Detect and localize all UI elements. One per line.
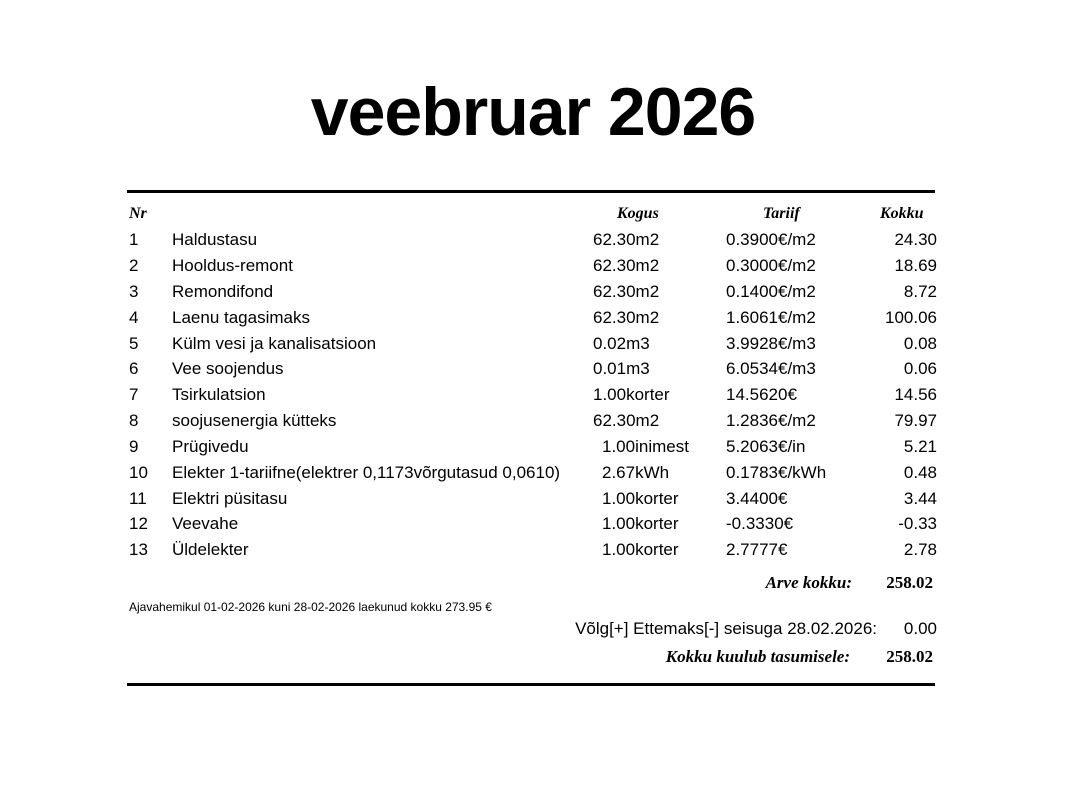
period-note: Ajavahemikul 01-02-2026 kuni 28-02-2026 laekunud kokku 273.95 € (129, 600, 492, 614)
row-name: Tsirkulatsion (172, 385, 266, 404)
row-name: soojusenergia kütteks (172, 411, 337, 430)
row-total: 79.97 (894, 411, 937, 430)
table-row (0, 334, 1066, 358)
row-qty: 1.00korter (602, 540, 679, 559)
row-total: 0.48 (903, 463, 937, 482)
row-nr: 2 (129, 256, 139, 275)
row-tariff: 3.4400€ (726, 489, 788, 508)
row-nr: 4 (129, 308, 139, 327)
row-total: 5.21 (903, 437, 937, 456)
table-row (0, 282, 1066, 306)
page-title: veebruar 2026 (310, 74, 756, 150)
row-tariff: 2.7777€ (726, 540, 788, 559)
row-name: Vee soojendus (172, 359, 284, 378)
table-row (0, 514, 1066, 538)
table-row (0, 489, 1066, 513)
row-name: Veevahe (172, 514, 239, 533)
row-qty: 62.30m2 (593, 256, 660, 275)
header-qty: Kogus (617, 205, 659, 222)
row-nr: 9 (129, 437, 139, 456)
payable-label: Kokku kuulub tasumisele: (665, 647, 850, 666)
row-name: Külm vesi ja kanalisatsioon (172, 334, 377, 353)
payable-value: 258.02 (886, 647, 933, 666)
row-nr: 7 (129, 385, 139, 404)
row-name: Elekter 1-tariifne(elektrer 0,1173võrgutasud 0,0610) (172, 463, 561, 482)
row-qty: 1.00korter (593, 385, 670, 404)
table-row (0, 308, 1066, 332)
bottom-divider (127, 683, 935, 686)
table-row (0, 411, 1066, 435)
row-total: 0.06 (903, 359, 937, 378)
table-row (0, 256, 1066, 280)
header-tariff: Tariif (763, 205, 800, 222)
table-row (0, 230, 1066, 254)
row-qty: 62.30m2 (593, 411, 660, 430)
table-row (0, 359, 1066, 383)
debt-label: Võlg[+] Ettemaks[-] seisuga 28.02.2026: (575, 619, 877, 638)
row-tariff: 6.0534€/m3 (726, 359, 816, 378)
debt-value: 0.00 (903, 619, 937, 638)
row-nr: 5 (129, 334, 139, 353)
invoice-total-label: Arve kokku: (765, 573, 852, 592)
table-row (0, 463, 1066, 487)
row-nr: 13 (129, 540, 148, 559)
row-total: 18.69 (894, 256, 937, 275)
row-tariff: 0.3900€/m2 (726, 230, 816, 249)
row-qty: 62.30m2 (593, 308, 660, 327)
row-nr: 10 (129, 463, 148, 482)
table-row (0, 385, 1066, 409)
row-nr: 12 (129, 514, 148, 533)
header-nr: Nr (129, 205, 147, 222)
row-qty: 62.30m2 (593, 282, 660, 301)
invoice-total-value: 258.02 (886, 573, 933, 592)
header-total: Kokku (880, 205, 924, 222)
row-total: 14.56 (894, 385, 937, 404)
row-nr: 3 (129, 282, 139, 301)
row-name: Elektri püsitasu (172, 489, 288, 508)
row-qty: 0.01m3 (593, 359, 650, 378)
row-tariff: 1.2836€/m2 (726, 411, 816, 430)
row-nr: 1 (129, 230, 139, 249)
row-total: 8.72 (903, 282, 937, 301)
row-tariff: -0.3330€ (726, 514, 794, 533)
row-tariff: 3.9928€/m3 (726, 334, 816, 353)
row-total: 0.08 (903, 334, 937, 353)
row-tariff: 1.6061€/m2 (726, 308, 816, 327)
row-name: Haldustasu (172, 230, 258, 249)
row-qty: 2.67kWh (602, 463, 670, 482)
table-row (0, 437, 1066, 461)
row-tariff: 0.1400€/m2 (726, 282, 816, 301)
row-tariff: 14.5620€ (726, 385, 797, 404)
row-name: Remondifond (172, 282, 274, 301)
row-nr: 6 (129, 359, 139, 378)
row-tariff: 0.3000€/m2 (726, 256, 816, 275)
row-total: 100.06 (885, 308, 937, 327)
row-total: 3.44 (903, 489, 937, 508)
row-nr: 8 (129, 411, 139, 430)
row-qty: 1.00inimest (602, 437, 689, 456)
row-nr: 11 (129, 489, 147, 508)
row-total: 24.30 (894, 230, 937, 249)
row-total: -0.33 (898, 514, 937, 533)
row-qty: 1.00korter (602, 489, 679, 508)
row-name: Üldelekter (172, 540, 249, 559)
row-qty: 0.02m3 (593, 334, 650, 353)
top-divider (127, 190, 935, 193)
row-qty: 62.30m2 (593, 230, 660, 249)
row-qty: 1.00korter (602, 514, 679, 533)
row-tariff: 0.1783€/kWh (726, 463, 827, 482)
table-row (0, 540, 1066, 564)
row-name: Prügivedu (172, 437, 249, 456)
row-name: Hooldus-remont (172, 256, 293, 275)
row-name: Laenu tagasimaks (172, 308, 310, 327)
row-tariff: 5.2063€/in (726, 437, 806, 456)
row-total: 2.78 (903, 540, 937, 559)
